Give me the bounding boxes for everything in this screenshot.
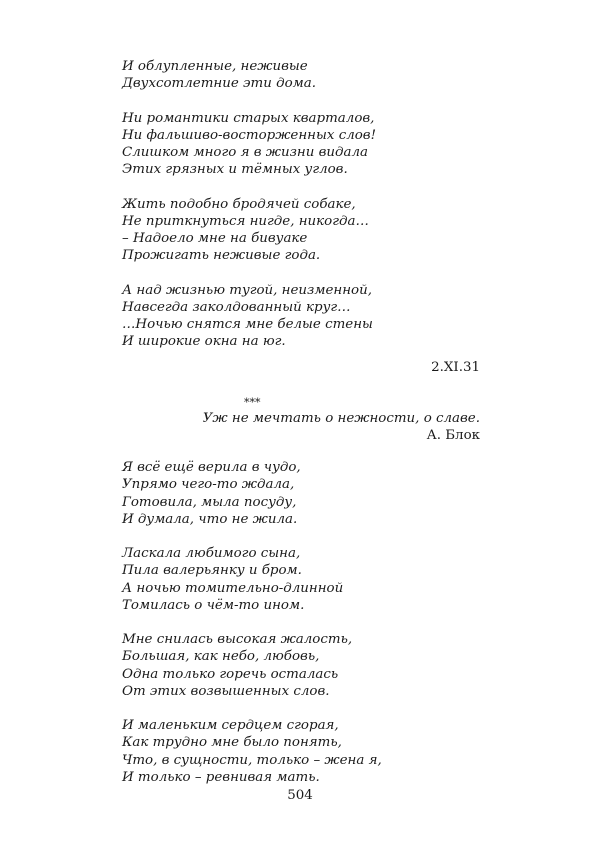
poem-line: А ночью томительно-длинной	[122, 580, 344, 596]
page-number: 504	[287, 788, 313, 803]
poem-line: От этих возвышенных слов.	[122, 683, 330, 699]
stanza	[122, 282, 482, 351]
poem-line: Слишком много я в жизни видала	[122, 145, 368, 160]
poem-line: Ласкала любимого сына,	[122, 546, 301, 562]
poem-line: А над жизнью тугой, неизменной,	[122, 282, 372, 298]
stanza	[122, 196, 482, 265]
poem-top	[122, 58, 482, 376]
stanza	[122, 717, 482, 786]
poem-line: Навсегда заколдованный круг…	[122, 299, 351, 315]
poem-line: – Надоело мне на бивуаке	[122, 231, 308, 246]
stanza	[122, 459, 482, 528]
poem-bottom	[122, 459, 482, 786]
stanza	[122, 545, 482, 614]
poem-line: Готовила, мыла посуду,	[122, 494, 297, 510]
poem-line: И думала, что не жила.	[122, 511, 298, 527]
stanza	[122, 110, 482, 179]
poem-line: И маленьким сердцем сгорая,	[122, 718, 339, 734]
poem-line: Пила валерьянку и бром.	[122, 563, 302, 579]
poem-line: Упрямо чего-то ждала,	[122, 477, 295, 493]
poem-line: Большая, как небо, любовь,	[122, 649, 320, 665]
poem-line: И только – ревнивая мать.	[122, 769, 320, 785]
poem-line: Этих грязных и тёмных углов.	[122, 162, 348, 178]
poem-line: Ни романтики старых кварталов,	[122, 110, 375, 126]
poem-column	[122, 58, 482, 803]
epigraph-text: Уж не мечтать о нежности, о славе.	[202, 410, 480, 426]
stanza	[122, 631, 482, 700]
poem-line: Мне снилась высокая жалость,	[122, 632, 353, 648]
poem-line: Я всё ещё верила в чудо,	[122, 460, 301, 476]
epigraph	[122, 410, 480, 444]
poem-line: Одна только горечь осталась	[122, 666, 339, 682]
poem-line: Двухсотлетние эти дома.	[122, 76, 317, 92]
poem-line: Ни фальшиво-восторженных слов!	[122, 127, 376, 143]
poem-date: 2.XI.31	[431, 359, 480, 375]
poem-line: И облупленные, неживые	[122, 59, 308, 74]
poem-line: И широкие окна на юг.	[122, 334, 286, 350]
poem-line: Как трудно мне было понять,	[122, 735, 342, 751]
poem-line: Не приткнуться нигде, никогда…	[122, 213, 369, 229]
poem-line: …Ночью снятся мне белые стены	[122, 317, 373, 332]
poem-line: Прожигать неживые года.	[122, 248, 321, 264]
poem-line: Жить подобно бродячей собаке,	[122, 196, 356, 212]
stanza	[122, 58, 482, 92]
poem-line: Что, в сущности, только – жена я,	[122, 752, 382, 768]
epigraph-author: А. Блок	[426, 428, 480, 443]
section-separator: ***	[244, 395, 261, 409]
poem-line: Томилась о чём-то ином.	[122, 597, 305, 613]
